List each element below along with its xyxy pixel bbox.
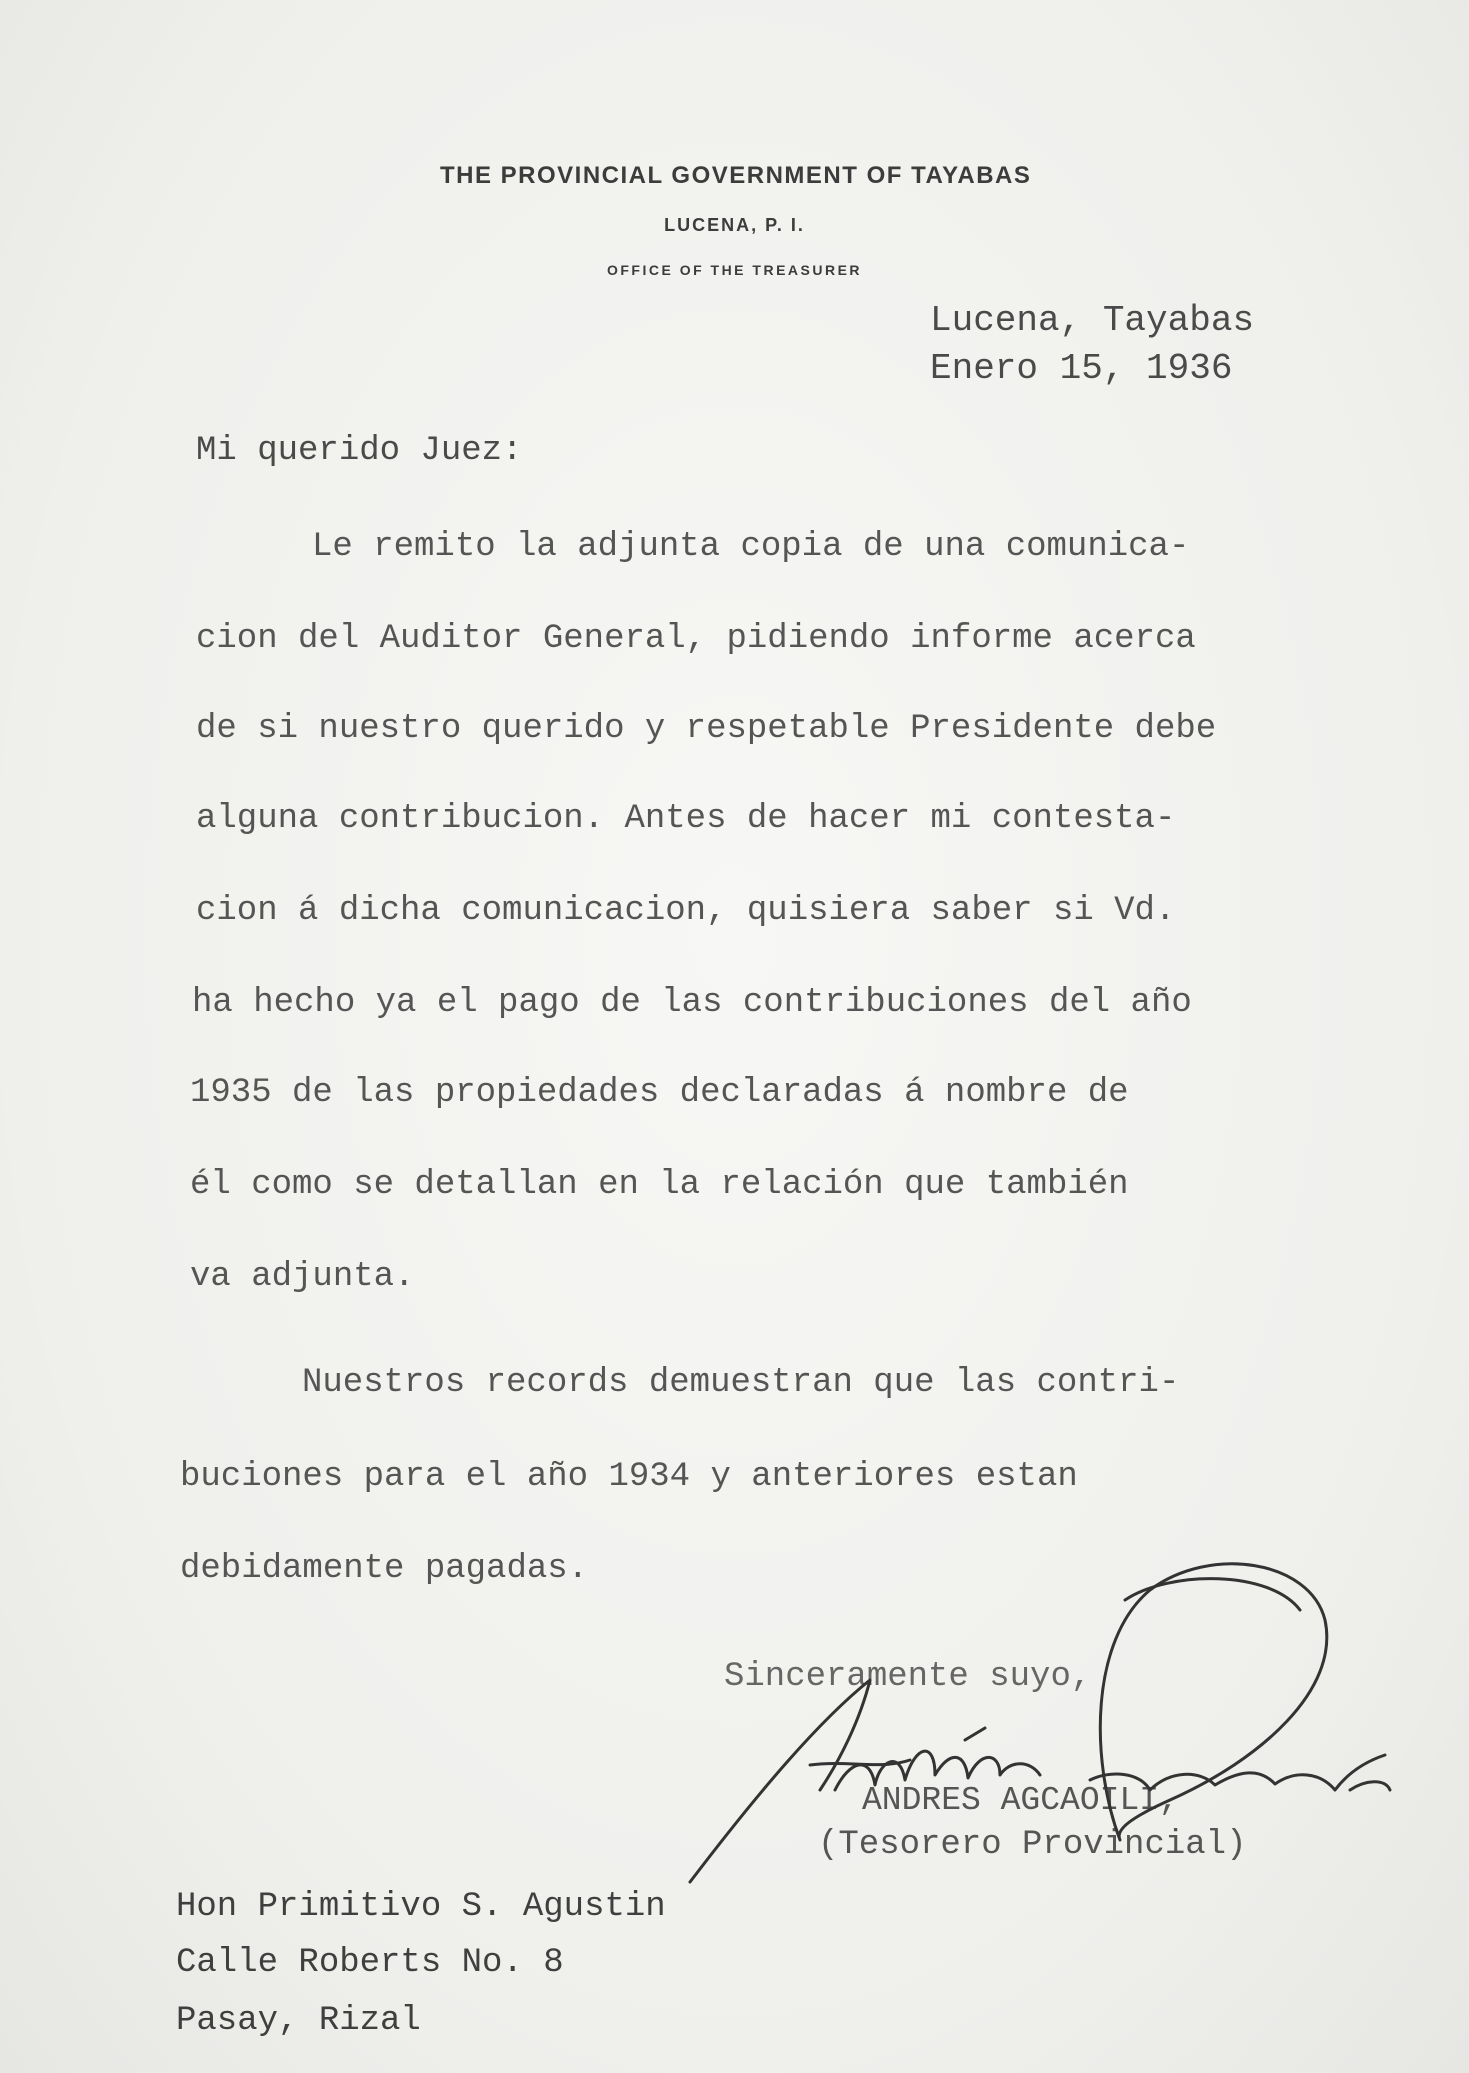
body-line: Le remito la adjunta copia de una comunica- — [312, 528, 1190, 566]
body-line: cion del Auditor General, pidiendo informe acerca — [196, 620, 1196, 658]
closing: Sinceramente suyo, — [724, 1658, 1092, 1696]
addressee-city: Pasay, Rizal — [176, 2002, 421, 2040]
body-line: de si nuestro querido y respetable Presidente debe — [196, 710, 1217, 748]
letterhead-office: OFFICE OF THE TREASURER — [606, 262, 863, 278]
dateline-place: Lucena, Tayabas — [930, 300, 1255, 341]
body-line: alguna contribucion. Antes de hacer mi contesta- — [196, 800, 1176, 838]
addressee-name: Hon Primitivo S. Agustin — [176, 1888, 666, 1926]
dateline-date: Enero 15, 1936 — [930, 348, 1233, 389]
signer-title: (Tesorero Provincial) — [818, 1826, 1247, 1864]
letterhead-title: THE PROVINCIAL GOVERNMENT OF TAYABAS — [440, 162, 1032, 189]
body-line: 1935 de las propiedades declaradas á nombre de — [190, 1074, 1129, 1112]
signer-name: ANDRES AGCAOILI, — [862, 1782, 1179, 1819]
body-line: buciones para el año 1934 y anteriores estan — [180, 1458, 1078, 1496]
body-line: va adjunta. — [190, 1258, 415, 1296]
body-line: él como se detallan en la relación que también — [190, 1166, 1129, 1204]
letterhead-location: LUCENA, P. I. — [664, 215, 805, 235]
body-line: debidamente pagadas. — [180, 1550, 589, 1588]
body-line: ha hecho ya el pago de las contribuciones del año — [192, 984, 1192, 1022]
salutation: Mi querido Juez: — [196, 432, 523, 470]
body-line: Nuestros records demuestran que las contri- — [302, 1364, 1180, 1402]
addressee-street: Calle Roberts No. 8 — [176, 1944, 564, 1982]
body-line: cion á dicha comunicacion, quisiera saber si Vd. — [196, 892, 1176, 930]
